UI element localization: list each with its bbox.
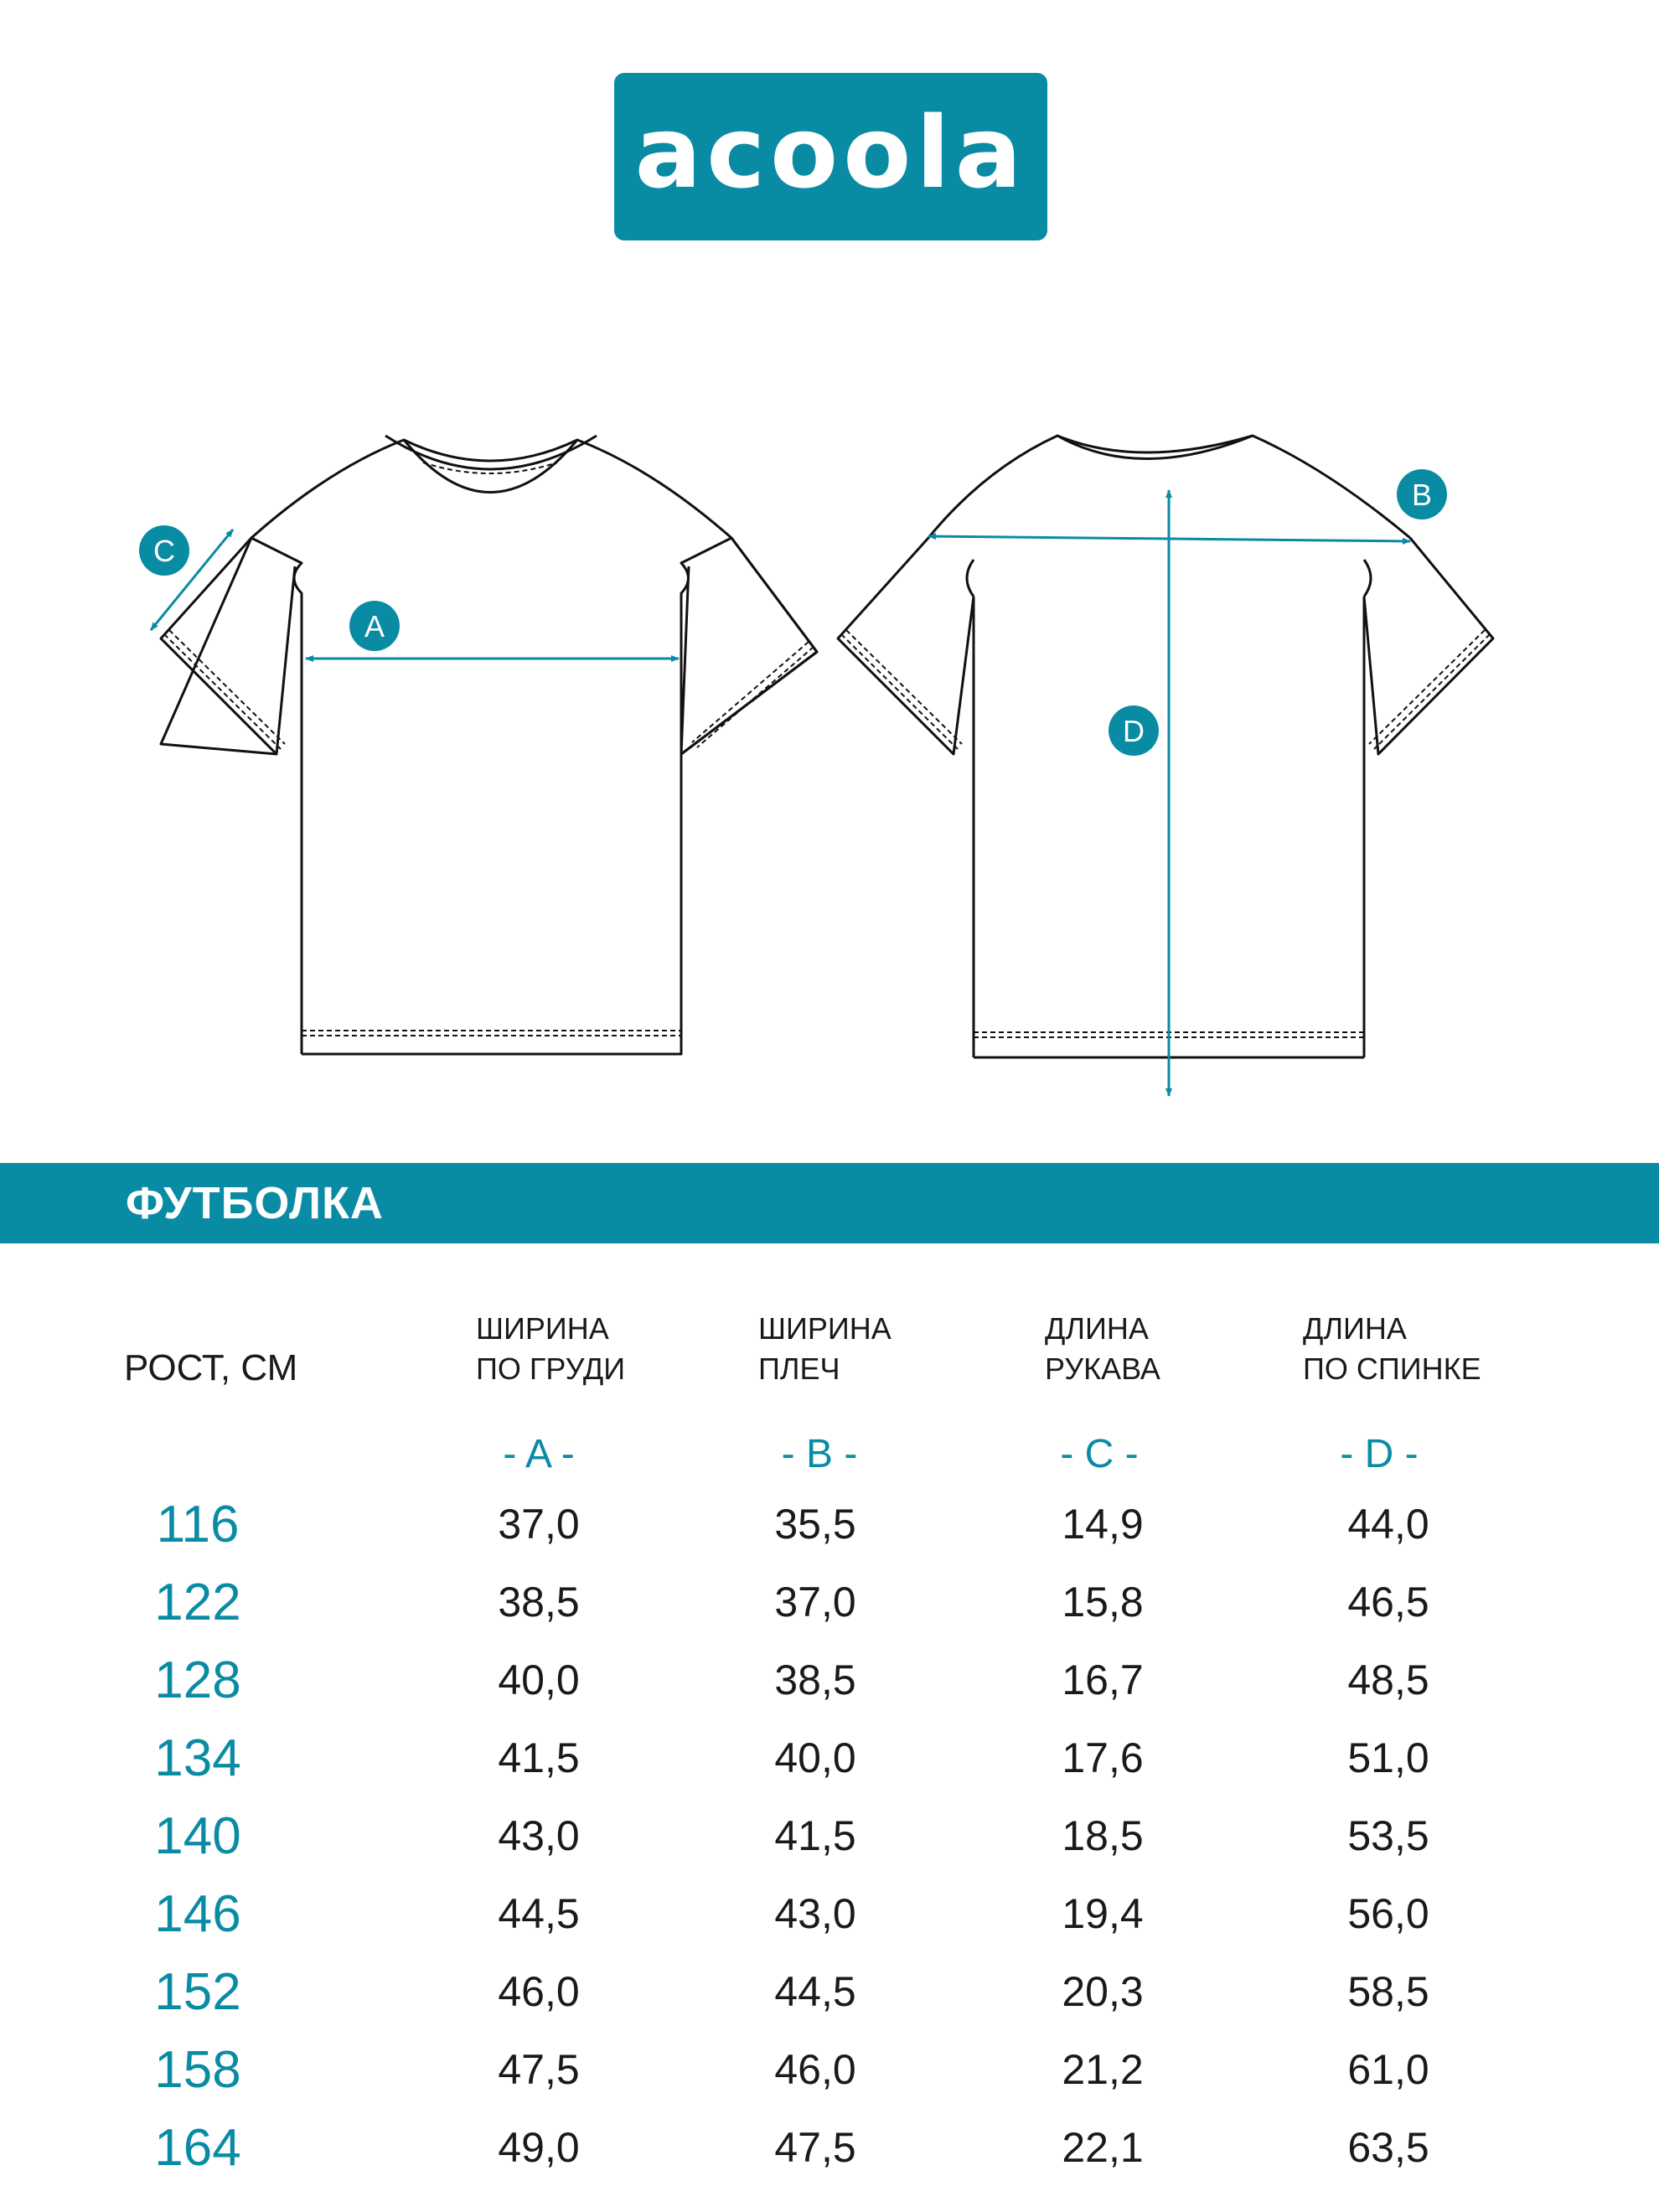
measurement-value: 46,0: [498, 1968, 580, 2015]
height-value: 122: [154, 1574, 241, 1631]
height-value: 140: [154, 1807, 241, 1865]
column-header-chest: ШИРИНА ПО ГРУДИ: [476, 1311, 626, 1386]
measurement-value: 37,0: [498, 1501, 580, 1548]
marker-d: [1109, 705, 1159, 756]
measurement-value: 56,0: [1347, 1890, 1429, 1937]
measurement-value: 38,5: [498, 1579, 580, 1625]
height-value: 134: [154, 1729, 241, 1787]
marker-b: [1397, 469, 1447, 519]
section-title: ФУТБОЛКА: [126, 1178, 384, 1228]
measurement-value: 43,0: [774, 1890, 856, 1937]
measurement-value: 46,0: [774, 2046, 856, 2093]
measurement-value: 19,4: [1062, 1890, 1144, 1937]
column-header-shoulders: ШИРИНА ПЛЕЧ: [758, 1311, 892, 1386]
column-letter-c: - C -: [1060, 1432, 1139, 1476]
measurement-value: 58,5: [1347, 1968, 1429, 2015]
measurement-value: 44,0: [1347, 1501, 1429, 1548]
measurement-value: 47,5: [774, 2124, 856, 2171]
column-letter-d: - D -: [1340, 1432, 1419, 1476]
height-value: 164: [154, 2119, 241, 2177]
measurement-value: 41,5: [774, 1812, 856, 1859]
measurement-value: 46,5: [1347, 1579, 1429, 1625]
measurement-value: 63,5: [1347, 2124, 1429, 2171]
measurement-value: 44,5: [498, 1890, 580, 1937]
column-letter-a: - A -: [503, 1432, 575, 1476]
measurement-value: 41,5: [498, 1734, 580, 1781]
column-letter-b: - B -: [781, 1432, 858, 1476]
height-value: 152: [154, 1963, 241, 2021]
height-value: 146: [154, 1885, 241, 1943]
measurement-value: 40,0: [498, 1656, 580, 1703]
measurement-value: 44,5: [774, 1968, 856, 2015]
tshirt-back-drawing: [838, 436, 1493, 1057]
column-header-back-length: ДЛИНА ПО СПИНКЕ: [1303, 1311, 1481, 1386]
measurement-value: 18,5: [1062, 1812, 1144, 1859]
svg-text:A: A: [364, 609, 385, 643]
height-value: 158: [154, 2041, 241, 2099]
measurement-value: 14,9: [1062, 1501, 1144, 1548]
measurement-value: 21,2: [1062, 2046, 1144, 2093]
section-banner: [0, 1163, 1659, 1243]
measurement-value: 15,8: [1062, 1579, 1144, 1625]
marker-a: [349, 601, 400, 651]
measurement-value: 35,5: [774, 1501, 856, 1548]
measurement-value: 22,1: [1062, 2124, 1144, 2171]
svg-text:C: C: [153, 534, 175, 568]
measurement-value: 37,0: [774, 1579, 856, 1625]
measurement-value: 16,7: [1062, 1656, 1144, 1703]
height-value: 116: [156, 1496, 240, 1553]
measurement-value: 49,0: [498, 2124, 580, 2171]
measurement-value: 47,5: [498, 2046, 580, 2093]
logo-text: acoola: [634, 95, 1027, 210]
measurement-value: 48,5: [1347, 1656, 1429, 1703]
measurement-value: 40,0: [774, 1734, 856, 1781]
measurement-value: 43,0: [498, 1812, 580, 1859]
measurement-value: 38,5: [774, 1656, 856, 1703]
measurement-value: 20,3: [1062, 1968, 1144, 2015]
svg-text:D: D: [1123, 714, 1145, 748]
measurement-value: 17,6: [1062, 1734, 1144, 1781]
height-column-header: РОСТ, СМ: [124, 1347, 298, 1388]
measurement-value: 61,0: [1347, 2046, 1429, 2093]
svg-text:B: B: [1411, 478, 1433, 512]
height-value: 128: [154, 1651, 241, 1709]
measurement-lines: [151, 490, 1410, 1096]
marker-c: [139, 525, 189, 576]
measurement-value: 53,5: [1347, 1812, 1429, 1859]
tshirt-front-drawing: [161, 436, 817, 1054]
column-header-sleeve: ДЛИНА РУКАВА: [1045, 1311, 1160, 1386]
measurement-value: 51,0: [1347, 1734, 1429, 1781]
